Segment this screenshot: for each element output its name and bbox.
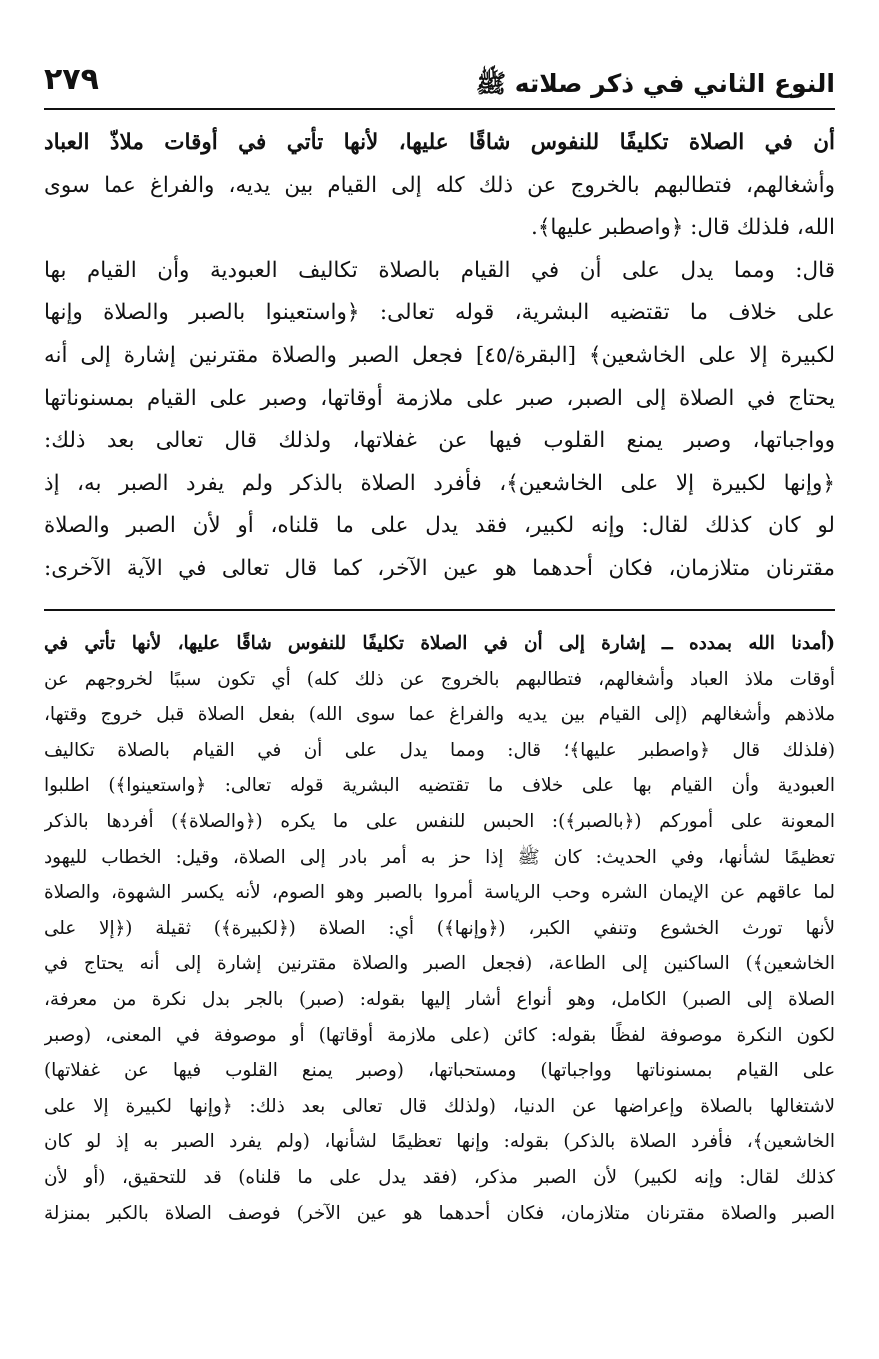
main-text-line: لكبيرة إلا على الخاشعين﴾ [البقرة/٤٥] فجعل الصبر والصلاة مقترنين إشارة إلى أنه	[44, 342, 835, 368]
commentary-line: لكون النكرة موصوفة لفظًا بقوله: كائن (على ملازمة أوقاتها) أو موصوفة في المعنى، (وصبر	[44, 1024, 835, 1046]
commentary-line: الصلاة إلى الصبر) الكامل، وهو أنواع أشار إليها بقوله: (صبر) بالجر بدل نكرة من معرفة،	[44, 988, 835, 1010]
main-text-line: الله، فلذلك قال: ﴿واصطبر عليها﴾.	[530, 215, 835, 241]
main-text-line: وواجباتها، وصبر يمنع القلوب فيها عن غفلاتها، ولذلك قال تعالى بعد ذلك:	[44, 428, 835, 454]
main-text-line: لو كان كذلك لقال: وإنه لكبير، فقد يدل على ما قلناه، أو لأن الصبر والصلاة	[44, 513, 835, 539]
commentary-line: على القيام بمسنوناتها وواجباتها) ومستحباتها، (وصبر يمنع القلوب فيها عن غفلاتها)	[44, 1060, 835, 1082]
commentary-line: المعونة على أموركم (﴿بالصبر﴾): الحبس للنفس على ما يكره (﴿والصلاة﴾) أفردها بالذكر	[44, 810, 835, 832]
commentary-line: العبودية وأن القيام بها على خلاف ما تقتضيه البشرية قوله تعالى: ﴿واستعينوا﴾) اطلبوا	[44, 775, 835, 797]
footnote-separator	[44, 609, 835, 611]
commentary-line: لاشتغالها بالصلاة وإعراضها عن الدنيا، (ولذلك قال تعالى بعد ذلك: ﴿وإنها لكبيرة إلا على	[44, 1095, 835, 1117]
commentary-line: (أمدنا الله بمدده ــ إشارة إلى أن في الصلاة تكليفًا للنفوس شاقًا عليها، لأنها تأتي في	[44, 633, 835, 654]
page-header	[44, 58, 835, 110]
main-text-line: أن في الصلاة تكليفًا للنفوس شاقًا عليها، لأنها تأتي في أوقات ملاذّ العباد	[44, 130, 835, 155]
main-text-line: على خلاف ما تقتضيه البشرية، قوله تعالى: ﴿واستعينوا بالصبر والصلاة وإنها	[44, 300, 835, 326]
commentary-line: الخاشعين﴾) الساكنين إلى الطاعة، (فجعل الصبر والصلاة مقترنين إشارة إلى أنه يحتاج في	[44, 953, 835, 975]
commentary-line: أوقات ملاذ العباد وأشغالهم، فتطالبهم بالخروج عن ذلك كله) أي تكون سببًا لخروجهم عن	[44, 668, 835, 690]
commentary-line: تعظيمًا لشأنها، وفي الحديث: كان ﷺ إذا حز به أمر بادر إلى الصلاة، وقيل: الخطاب لليهود	[44, 846, 835, 868]
commentary-line: لما عاقهم عن الإيمان الشره وحب الرياسة أمروا بالصبر وهو الصوم، لأنه يكسر الشهوة، والصلاة	[44, 882, 835, 904]
commentary-line: الصبر والصلاة مقترنان متلازمان، فكان أحدهما هو عين الآخر) فوصف الصلاة بالكبر بمنزلة	[44, 1202, 835, 1224]
commentary-line: كذلك لقال: وإنه لكبير) لأن الصبر مذكر، (فقد يدل على ما قلناه) قد للتحقيق، (أو لأن	[44, 1166, 835, 1188]
main-text-line: مقترنان متلازمان، فكان أحدهما هو عين الآخر، كما قال تعالى في الآية الآخرى:	[44, 555, 835, 581]
commentary-line: لأنها تورث الخشوع وتنفي الكبر، (﴿وإنها﴾) أي: الصلاة (﴿لكبيرة﴾) ثقيلة (﴿إلا على	[44, 917, 835, 939]
commentary-line: (فلذلك قال ﴿واصطبر عليها﴾؛ قال: ومما يدل على أن في القيام بالصلاة تكاليف	[44, 739, 835, 761]
main-text-line: يحتاج في الصلاة إلى الصبر، صبر على ملازمة أوقاتها، وصبر على القيام بمسنوناتها	[44, 385, 835, 411]
page-number: ٢٧٩	[44, 62, 99, 97]
main-text	[44, 122, 835, 591]
commentary-line: الخاشعين﴾، فأفرد الصلاة بالذكر) بقوله: وإنها تعظيمًا لشأنها، (ولم يفرد الصبر به إذ لو كان	[44, 1131, 835, 1153]
commentary-text	[44, 626, 835, 1231]
main-text-line: قال: ومما يدل على أن في القيام بالصلاة تكاليف العبودية وأن القيام بها	[44, 257, 835, 283]
commentary-line: ملاذهم وأشغالهم (إلى القيام بين يديه والفراغ عما سوى الله) بفعل الصلاة قبل خروج وقتها،	[44, 704, 835, 726]
running-title: النوع الثاني في ذكر صلاته ﷺ	[475, 69, 835, 98]
main-text-line: ﴿وإنها لكبيرة إلا على الخاشعين﴾، فأفرد الصلاة بالذكر ولم يفرد الصبر به، إذ	[44, 470, 835, 496]
main-text-line: وأشغالهم، فتطالبهم بالخروج عن ذلك كله إلى القيام بين يديه، والفراغ عما سوى	[44, 172, 835, 198]
